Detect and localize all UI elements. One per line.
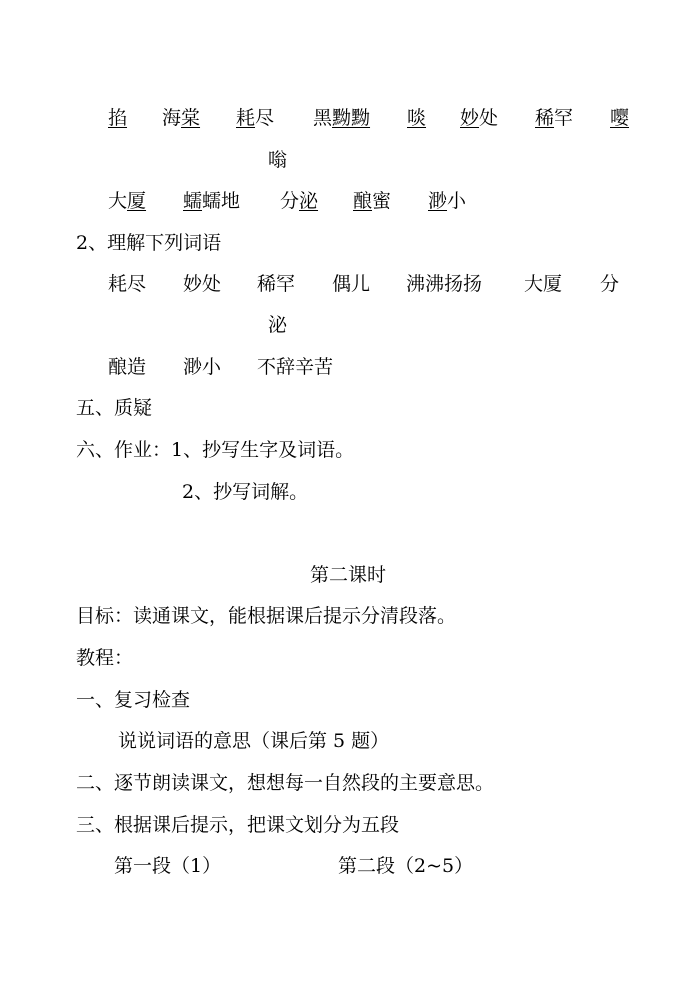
term: 妙处: [183, 273, 222, 295]
term: 渺小: [183, 356, 222, 378]
vocab-word: 稀罕: [535, 107, 574, 129]
section-5: 五、质疑: [76, 397, 153, 419]
lesson-2-title: 第二课时: [310, 564, 387, 586]
vocab-word: 蠕蠕地: [183, 190, 241, 212]
term: 大厦: [524, 273, 563, 295]
homework-2: 2、抄写词解。: [182, 481, 309, 503]
process-label: 教程：: [76, 647, 134, 669]
vocab-word: 海棠: [162, 107, 201, 129]
goal: 目标：读通课文，能根据课后提示分清段落。: [76, 605, 457, 627]
vocab-row-1-wrap: 嗡: [268, 149, 288, 171]
vocab-word: 啖: [407, 107, 427, 129]
term: 不辞辛苦: [257, 356, 334, 378]
vocab-word: 渺小: [428, 190, 467, 212]
vocab-word: 酿蜜: [353, 190, 392, 212]
vocab-word: 妙处: [460, 107, 499, 129]
term: 偶儿: [332, 273, 371, 295]
vocab-word: 大厦: [108, 190, 147, 212]
paragraph-1: 第一段（1）: [114, 855, 222, 877]
paragraph-2: 第二段（2~5）: [338, 855, 474, 877]
step-1: 一、复习检查: [76, 689, 191, 711]
step-2: 二、逐节朗读课文，想想每一自然段的主要意思。: [76, 772, 495, 794]
vocab-word: 掐: [108, 107, 128, 129]
vocab-word: 黑黝黝: [313, 107, 371, 129]
vocab-word: 耗尽: [236, 107, 275, 129]
step-3: 三、根据课后提示，把课文划分为五段: [76, 814, 400, 836]
step-1-detail: 说说词语的意思（课后第 5 题）: [118, 730, 390, 752]
vocab-word: 嘤: [610, 107, 630, 129]
terms-row-1-wrap: 泌: [268, 314, 288, 336]
item-2-heading: 2、理解下列词语: [76, 232, 222, 254]
homework-1: 六、作业：1、抄写生字及词语。: [76, 439, 355, 461]
term: 分: [600, 273, 620, 295]
term: 耗尽: [108, 273, 147, 295]
term: 酿造: [108, 356, 147, 378]
term: 稀罕: [257, 273, 296, 295]
term: 沸沸扬扬: [406, 273, 483, 295]
vocab-word: 分泌: [280, 190, 319, 212]
